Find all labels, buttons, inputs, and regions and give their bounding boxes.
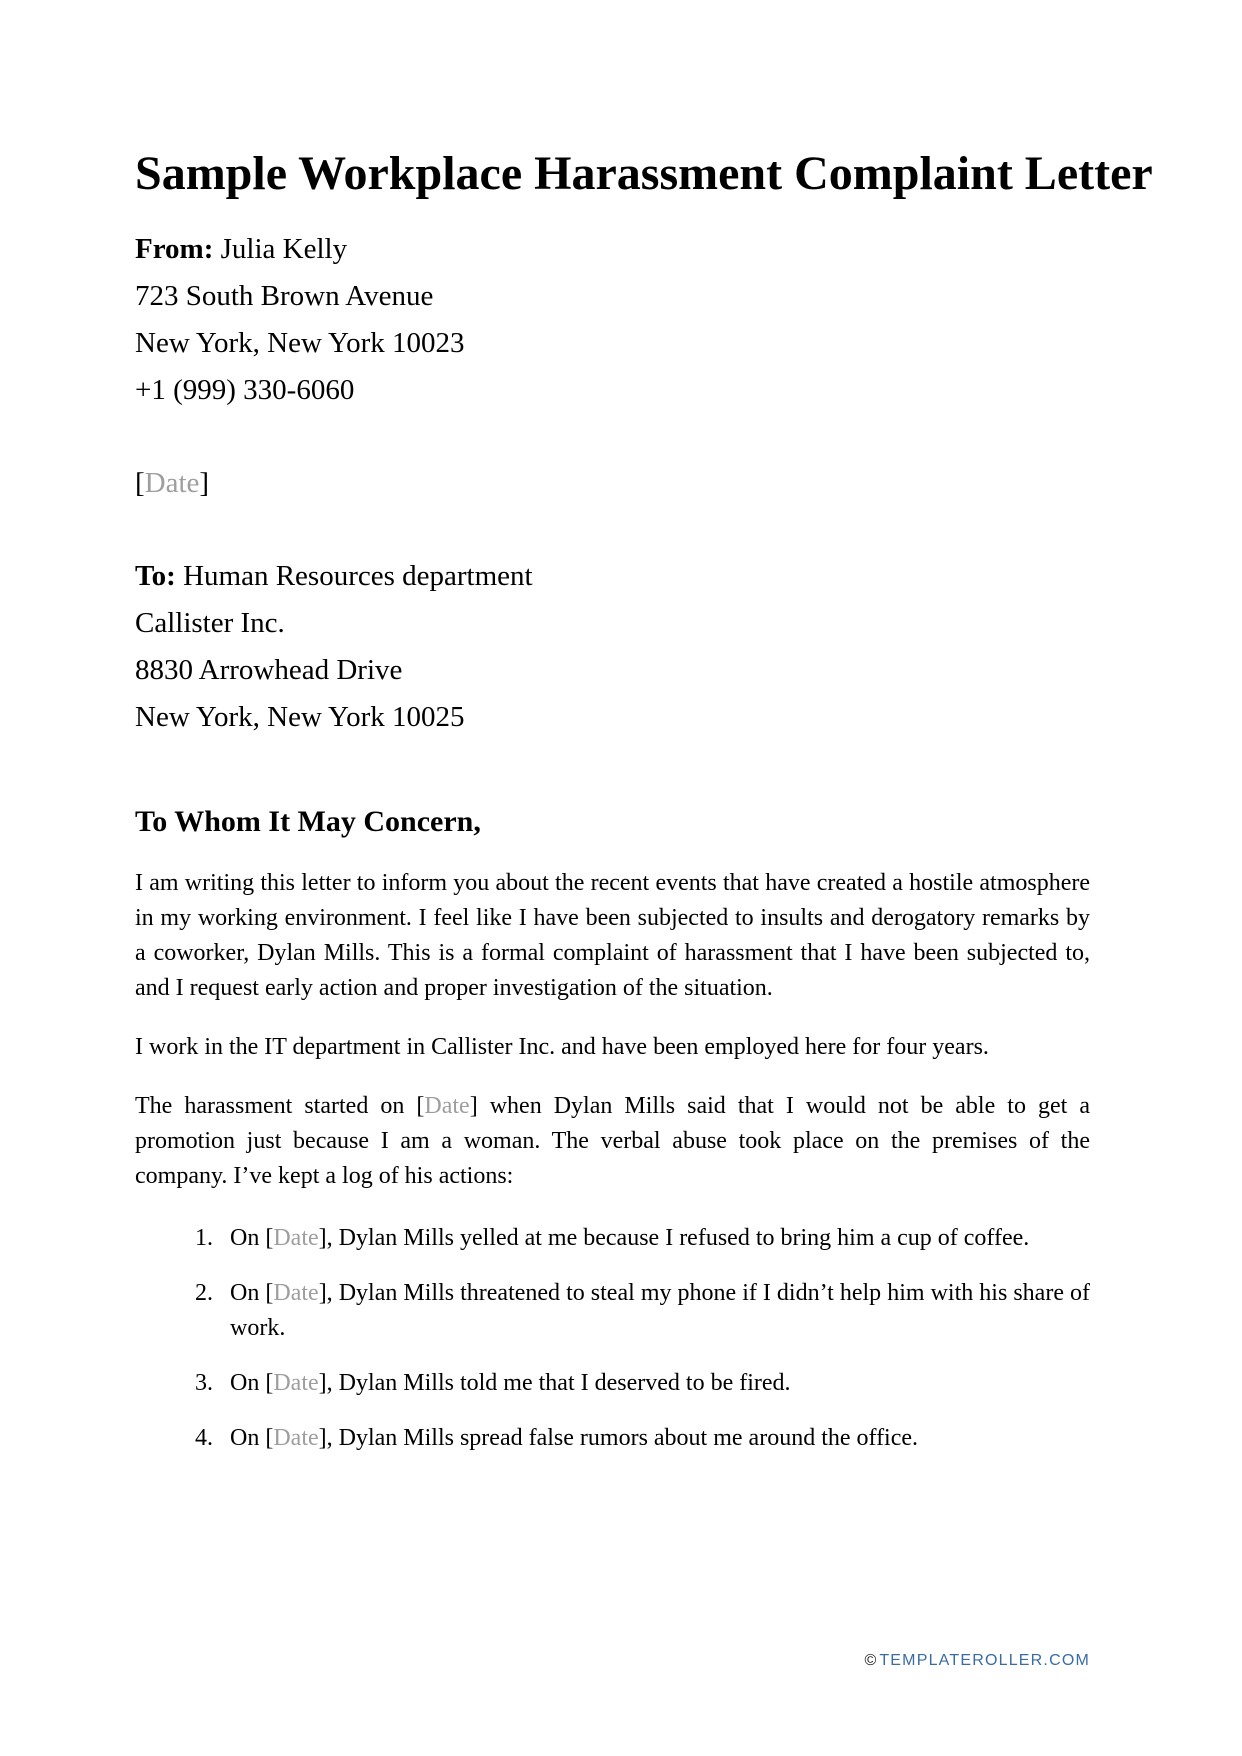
brand-text: TEMPLATEROLLER.COM bbox=[879, 1652, 1090, 1669]
date-placeholder: Date bbox=[424, 1093, 470, 1119]
list-item-number: 2. bbox=[195, 1280, 213, 1306]
list-item-text: On [Date], Dylan Mills spread false rumors about me around the office. bbox=[230, 1425, 919, 1451]
date-placeholder: Date bbox=[144, 467, 200, 499]
list-item-number: 1. bbox=[195, 1225, 213, 1251]
list-item-number: 4. bbox=[195, 1425, 213, 1451]
date-placeholder: Date bbox=[273, 1370, 319, 1396]
recipient-block bbox=[135, 559, 1090, 734]
list-item-text: On [Date], Dylan Mills told me that I deserved to be fired. bbox=[230, 1370, 791, 1396]
sender-block bbox=[135, 232, 1090, 407]
date-line: [Date] bbox=[135, 467, 210, 499]
list-item-text: On [Date], Dylan Mills yelled at me because I refused to bring him a cup of coffee. bbox=[230, 1225, 1030, 1251]
sender-name: Julia Kelly bbox=[220, 233, 348, 265]
list-item bbox=[135, 1366, 1090, 1401]
recipient-name: Human Resources department bbox=[183, 560, 533, 592]
date-placeholder: Date bbox=[273, 1225, 319, 1251]
recipient-line bbox=[135, 559, 1090, 593]
list-item bbox=[135, 1276, 1090, 1346]
page-footer bbox=[865, 1652, 1090, 1670]
recipient-company: Callister Inc. bbox=[135, 607, 285, 639]
body-paragraph: I work in the IT department in Callister Inc. and have been employed here for four years. bbox=[135, 1034, 989, 1060]
incident-list bbox=[135, 1221, 1090, 1456]
letter-content bbox=[135, 146, 1153, 1476]
list-item bbox=[135, 1221, 1090, 1256]
copyright-icon: © bbox=[864, 1652, 877, 1669]
salutation: To Whom It May Concern, bbox=[135, 805, 481, 838]
list-item bbox=[135, 1421, 1090, 1456]
page-title: Sample Workplace Harassment Complaint Letter bbox=[135, 147, 1153, 200]
sender-address-line: New York, New York 10023 bbox=[135, 327, 465, 359]
body-paragraph: The harassment started on [Date] when Dylan Mills said that I would not be able to get a promotion just because I am a woman. The verbal abuse took place on the premises of the company. I’ve kept a log of his actions: bbox=[135, 1093, 1090, 1189]
sender-line bbox=[135, 232, 1090, 266]
sender-label: From: bbox=[135, 233, 214, 265]
recipient-address-line: 8830 Arrowhead Drive bbox=[135, 654, 403, 686]
sender-address-line: 723 South Brown Avenue bbox=[135, 280, 434, 312]
list-item-number: 3. bbox=[195, 1370, 213, 1396]
recipient-address-line: New York, New York 10025 bbox=[135, 701, 465, 733]
date-placeholder: Date bbox=[273, 1425, 319, 1451]
sender-phone: +1 (999) 330-6060 bbox=[135, 374, 355, 406]
recipient-label: To: bbox=[135, 560, 176, 592]
body-paragraph: I am writing this letter to inform you about the recent events that have created a hostile atmosphere in my working environment. I feel like I have been subjected to insults and derogatory remarks by a coworker, Dylan Mills. This is a formal complaint of harassment that I have been subjected to, and I request early action and proper investigation of the situation. bbox=[135, 870, 1090, 1001]
date-placeholder: Date bbox=[273, 1280, 319, 1306]
list-item-text: On [Date], Dylan Mills threatened to steal my phone if I didn’t help him with his share of work. bbox=[230, 1280, 1091, 1341]
